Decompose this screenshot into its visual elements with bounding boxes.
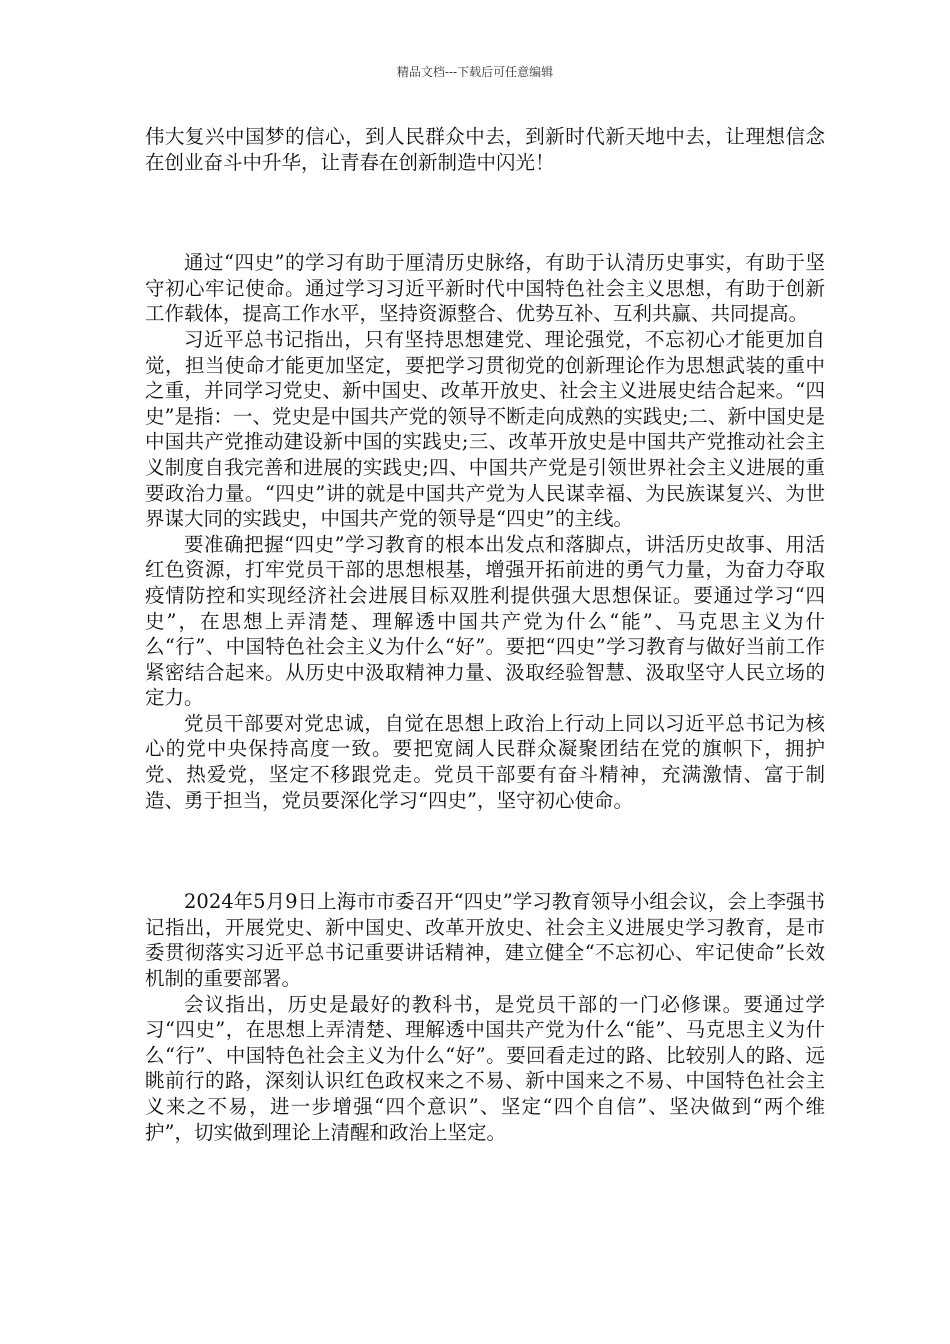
page-header: 精品文档---下载后可任意编辑: [396, 65, 554, 79]
section-gap: [145, 175, 825, 250]
document-body: [145, 124, 825, 1145]
paragraph-continued: 伟大复兴中国梦的信心，到人民群众中去，到新时代新天地中去，让理想信念在创业奋斗中升华，让青春在创新制造中闪光！: [145, 125, 825, 174]
paragraph: 通过“四史”的学习有助于厘清历史脉络，有助于认清历史事实，有助于坚守初心牢记使命。通过学习习近平新时代中国特色社会主义思想，有助于创新工作载体，提高工作水平，坚持资源整合、优势互补、互利共赢、共同提高。: [145, 251, 825, 326]
section-gap: [145, 813, 825, 889]
paragraph: 习近平总书记指出，只有坚持思想建党、理论强党，不忘初心才能更加自觉，担当使命才能更加坚定，要把学习贯彻党的创新理论作为思想武装的重中之重，并同学习党史、新中国史、改革开放史、社会主义进展史结合起来。“四史”是指：一、党史是中国共产党的领导不断走向成熟的实践史;二、新中国史是中国共产党推动建设新中国的实践史;三、改革开放史是中国共产党推动社会主义制度自我完善和进展的实践史;四、中国共产党是引领世界社会主义进展的重要政治力量。“四史”讲的就是中国共产党为人民谋幸福、为民族谋复兴、为世界谋大同的实践史，中国共产党的领导是“四史”的主线。: [145, 327, 825, 531]
paragraph: 会议指出，历史是最好的教科书，是党员干部的一门必修课。要通过学习“四史”，在思想上弄清楚、理解透中国共产党为什么“能”、马克思主义为什么“行”、中国特色社会主义为什么“好”。要回看走过的路、比较别人的路、远眺前行的路，深刻认识红色政权来之不易、新中国来之不易、中国特色社会主义来之不易，进一步增强“四个意识”、坚定“四个自信”、坚决做到“两个维护”，切实做到理论上清醒和政治上坚定。: [145, 992, 825, 1144]
paragraph: 2024年5月9日上海市市委召开“四史”学习教育领导小组会议，会上李强书记指出，开展党史、新中国史、改革开放史、社会主义进展史学习教育，是市委贯彻落实习近平总书记重要讲话精神，建立健全“不忘初心、牢记使命”长效机制的重要部署。: [145, 890, 825, 991]
paragraph: 党员干部要对党忠诚，自觉在思想上政治上行动上同以习近平总书记为核心的党中央保持高度一致。要把宽阔人民群众凝聚团结在党的旗帜下，拥护党、热爱党，坚定不移跟党走。党员干部要有奋斗精神，充满激情、富于制造、勇于担当，党员要深化学习“四史”，坚守初心使命。: [145, 711, 825, 812]
paragraph: 要准确把握“四史”学习教育的根本出发点和落脚点，讲活历史故事、用活红色资源，打牢党员干部的思想根基，增强开拓前进的勇气力量，为奋力夺取疫情防控和实现经济社会进展目标双胜利提供强大思想保证。要通过学习“四史”，在思想上弄清楚、理解透中国共产党为什么“能”、马克思主义为什么“行”、中国特色社会主义为什么“好”。要把“四史”学习教育与做好当前工作紧密结合起来。从历史中汲取精神力量、汲取经验智慧、汲取坚守人民立场的定力。: [145, 532, 825, 710]
